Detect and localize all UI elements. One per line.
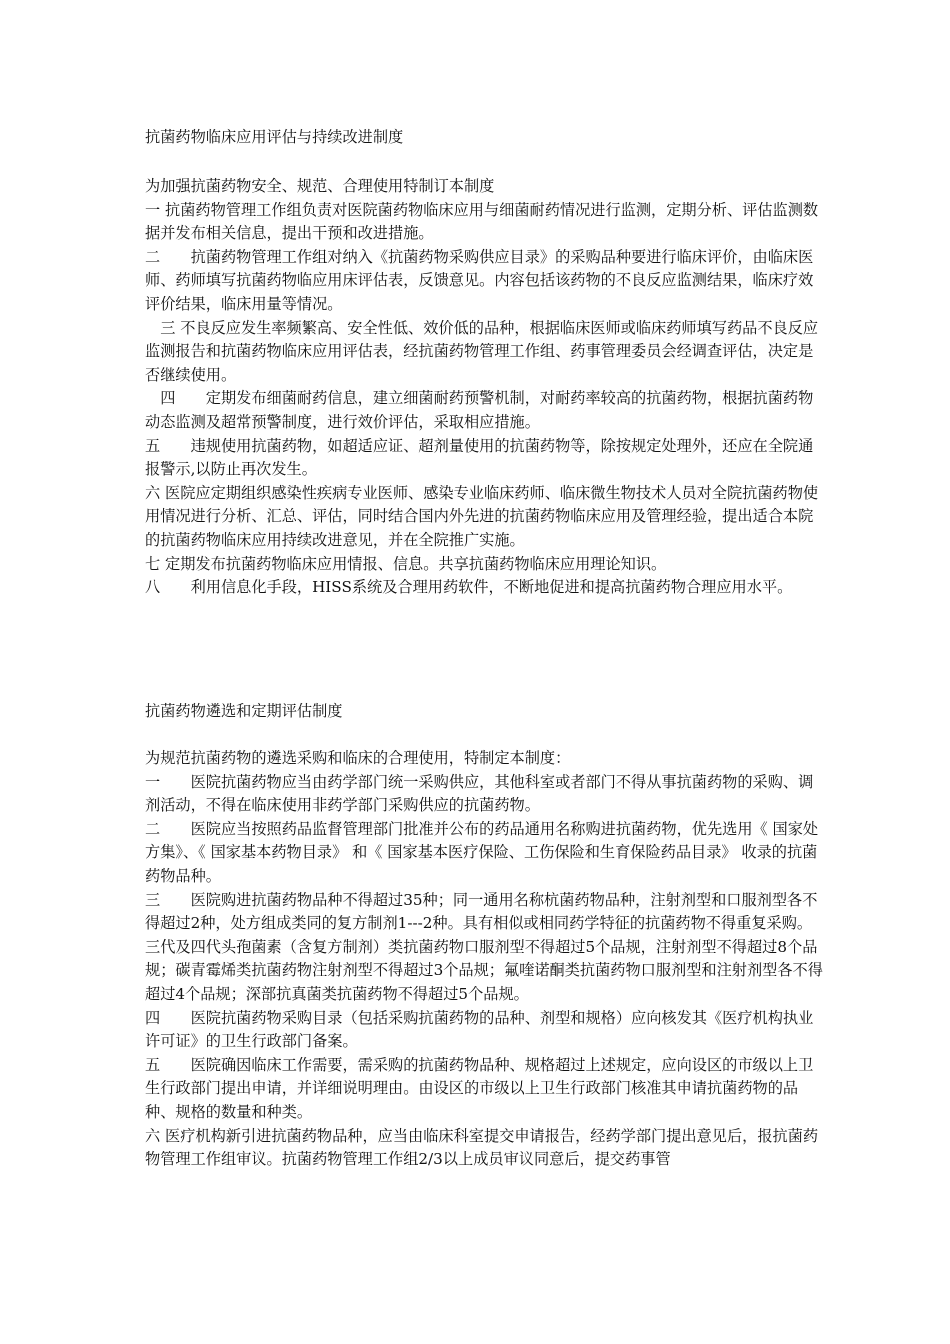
paragraph: 三代及四代头孢菌素（含复方制剂）类抗菌药物口服剂型不得超过5个品规，注射剂型不得超过8个品规；碳青霉烯类抗菌药物注射剂型不得超过3个品规；氟喹诺酮类抗菌药物口服剂型和注射剂型各不得超过4个品规；深部抗真菌类抗菌药物不得超过5个品规。 (145, 937, 823, 1003)
paragraph: 一 医院抗菌药物应当由药学部门统一采购供应，其他科室或者部门不得从事抗菌药物的采购、调剂活动，不得在临床使用非药学部门采购供应的抗菌药物。 (145, 772, 814, 815)
paragraph: 三 不良反应发生率频繁高、安全性低、效价低的品种，根据临床医师或临床药师填写药品不良反应监测报告和抗菌药物临床应用评估表，经抗菌药物管理工作组、药事管理委员会经调查评估，决定是否继续使用。 (145, 318, 819, 384)
paragraph: 二 抗菌药物管理工作组对纳入《抗菌药物采购供应目录》的采购品种要进行临床评价，由临床医师、药师填写抗菌药物临应用床评估表，反馈意见。内容包括该药物的不良反应监测结果，临床疗效评价结果，临床用量等情况。 (145, 247, 814, 313)
paragraph: 二 医院应当按照药品监督管理部门批准并公布的药品通用名称购进抗菌药物，优先选用《 国家处方集》、《 国家基本药物目录》 和《 国家基本医疗保险、工伤保险和生育保险药品目录》 收录的抗菌药物品种。 (145, 819, 819, 885)
paragraph: 四 医院抗菌药物采购目录（包括采购抗菌药物的品种、剂型和规格）应向核发其《医疗机构执业许可证》的卫生行政部门备案。 (145, 1008, 814, 1051)
paragraph: 三 医院购进抗菌药物品种不得超过35种；同一通用名称杭菌药物品种，注射剂型和口服剂型各不得超过2种，处方组成类同的复方制剂1---2种。具有相似或相同药学特征的抗菌药物不得重复采购。 (145, 890, 818, 933)
paragraph: 五 医院确因临床工作需要，需采购的抗菌药物品种、规格超过上述规定，应向设区的市级以上卫生行政部门提出申请，并详细说明理由。由设区的市级以上卫生行政部门核准其申请抗菌药物的品种、规格的数量和种类。 (145, 1055, 814, 1121)
paragraph: 一 抗菌药物管理工作组负责对医院菌药物临床应用与细菌耐药情况进行监测，定期分析、评估监测数据并发布相关信息，提出干预和改进措施。 (145, 200, 819, 243)
paragraph: 七 定期发布抗菌药物临床应用情报、信息。共享抗菌药物临床应用理论知识。 (145, 554, 667, 573)
section-title-evaluation: 抗菌药物临床应用评估与持续改进制度 (145, 128, 404, 146)
paragraph: 为规范抗菌药物的遴选采购和临床的合理使用，特制定本制度： (145, 749, 571, 767)
section-body-evaluation (145, 175, 825, 600)
paragraph: 六 医疗机构新引进抗菌药物品种，应当由临床科室提交申请报告，经药学部门提出意见后，报抗菌药物管理工作组审议。抗菌药物管理工作组2/3以上成员审议同意后，提交药事管 (145, 1126, 819, 1169)
paragraph: 四 定期发布细菌耐药信息，建立细菌耐药预警机制，对耐药率较高的抗菌药物，根据抗菌药物动态监测及超常预警制度，进行效价评估，采取相应措施。 (145, 389, 814, 431)
section-body-selection (145, 747, 825, 1172)
paragraph: 六 医院应定期组织感染性疾病专业医师、感染专业临床药师、临床微生物技术人员对全院抗菌药物使用情况进行分析、汇总、评估，同时结合国内外先进的抗菌药物临床应用及管理经验，提出适合本院的抗菌药物临床应用持续改进意见，并在全院推广实施。 (145, 483, 819, 549)
paragraph: 为加强抗菌药物安全、规范、合理使用特制订本制度 (145, 177, 495, 195)
section-title-selection: 抗菌药物遴选和定期评估制度 (145, 702, 343, 720)
paragraph: 五 违规使用抗菌药物，如超适应证、超剂量使用的抗菌药物等，除按规定处理外，还应在全院通报警示,以防止再次发生。 (145, 436, 814, 479)
paragraph: 八 利用信息化手段，HISS系统及合理用药软件，不断地促进和提高抗菌药物合理应用水平。 (145, 578, 793, 597)
